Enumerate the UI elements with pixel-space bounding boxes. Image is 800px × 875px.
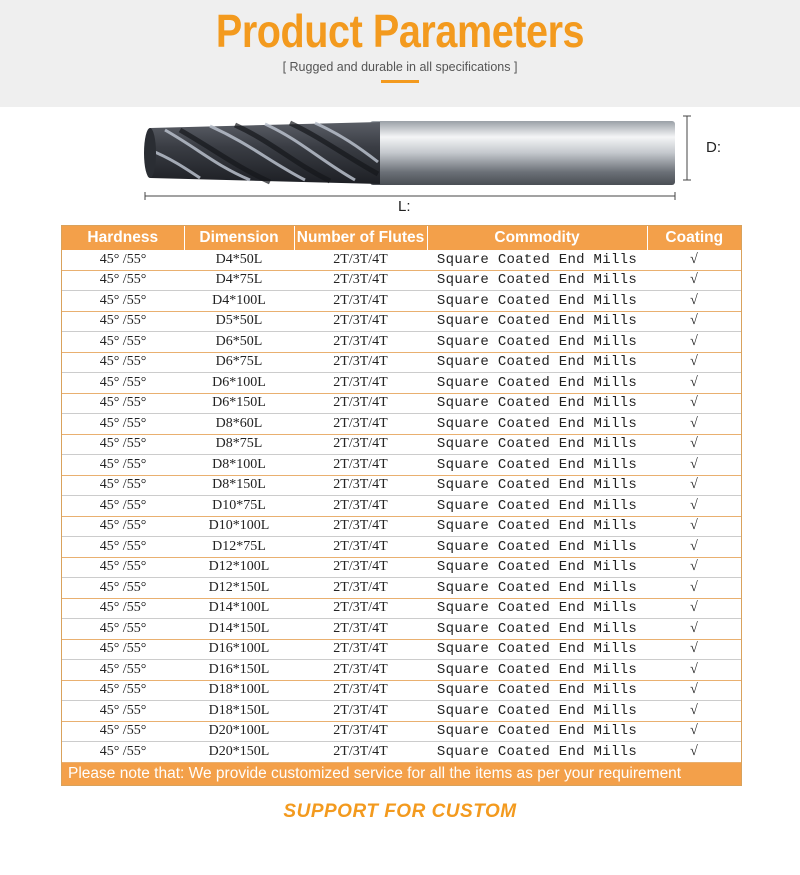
commodity-cell: Square Coated End Mills (427, 639, 647, 660)
commodity-cell: Square Coated End Mills (427, 270, 647, 291)
hardness-cell: 45° /55° (62, 557, 184, 578)
dimension-cell: D20*150L (184, 742, 294, 763)
coating-cell: √ (647, 639, 741, 660)
coating-cell: √ (647, 373, 741, 394)
dimension-cell: D10*100L (184, 516, 294, 537)
coating-cell: √ (647, 352, 741, 373)
dimension-cell: D8*75L (184, 434, 294, 455)
dimension-cell: D18*150L (184, 701, 294, 722)
coating-cell: √ (647, 598, 741, 619)
table-row (62, 680, 741, 701)
header-banner (0, 0, 800, 107)
hardness-cell: 45° /55° (62, 475, 184, 496)
table-row (62, 660, 741, 681)
title-underline (381, 80, 419, 83)
commodity-cell: Square Coated End Mills (427, 516, 647, 537)
hardness-cell: 45° /55° (62, 496, 184, 517)
commodity-cell: Square Coated End Mills (427, 598, 647, 619)
commodity-cell: Square Coated End Mills (427, 496, 647, 517)
hardness-cell: 45° /55° (62, 455, 184, 476)
commodity-cell: Square Coated End Mills (427, 352, 647, 373)
dimension-cell: D4*75L (184, 270, 294, 291)
flutes-cell: 2T/3T/4T (294, 680, 427, 701)
table-row (62, 455, 741, 476)
table-row (62, 291, 741, 312)
commodity-cell: Square Coated End Mills (427, 701, 647, 722)
dimension-cell: D18*100L (184, 680, 294, 701)
flutes-cell: 2T/3T/4T (294, 639, 427, 660)
commodity-cell: Square Coated End Mills (427, 250, 647, 270)
commodity-cell: Square Coated End Mills (427, 660, 647, 681)
commodity-cell: Square Coated End Mills (427, 680, 647, 701)
dimension-cell: D14*100L (184, 598, 294, 619)
dimension-cell: D4*100L (184, 291, 294, 312)
length-label: L: (398, 198, 411, 215)
hardness-cell: 45° /55° (62, 619, 184, 640)
flutes-cell: 2T/3T/4T (294, 721, 427, 742)
hardness-cell: 45° /55° (62, 639, 184, 660)
page-subtitle: [ Rugged and durable in all specifications ] (282, 60, 518, 74)
commodity-cell: Square Coated End Mills (427, 619, 647, 640)
hardness-cell: 45° /55° (62, 393, 184, 414)
table-row (62, 598, 741, 619)
table-row (62, 578, 741, 599)
dimension-cell: D8*100L (184, 455, 294, 476)
commodity-cell: Square Coated End Mills (427, 578, 647, 599)
table-row (62, 557, 741, 578)
flutes-cell: 2T/3T/4T (294, 701, 427, 722)
hardness-cell: 45° /55° (62, 598, 184, 619)
hardness-cell: 45° /55° (62, 516, 184, 537)
dimension-cell: D6*150L (184, 393, 294, 414)
flutes-cell: 2T/3T/4T (294, 332, 427, 353)
commodity-cell: Square Coated End Mills (427, 721, 647, 742)
dimension-cell: D4*50L (184, 250, 294, 270)
hardness-cell: 45° /55° (62, 434, 184, 455)
commodity-cell: Square Coated End Mills (427, 742, 647, 763)
hardness-cell: 45° /55° (62, 373, 184, 394)
hardness-cell: 45° /55° (62, 578, 184, 599)
dimension-cell: D6*50L (184, 332, 294, 353)
coating-cell: √ (647, 701, 741, 722)
table-header-row (62, 226, 741, 250)
commodity-cell: Square Coated End Mills (427, 332, 647, 353)
hardness-cell: 45° /55° (62, 414, 184, 435)
hardness-cell: 45° /55° (62, 291, 184, 312)
table-row (62, 434, 741, 455)
table-row (62, 516, 741, 537)
flutes-cell: 2T/3T/4T (294, 270, 427, 291)
hardness-cell: 45° /55° (62, 721, 184, 742)
flutes-cell: 2T/3T/4T (294, 311, 427, 332)
table-row (62, 721, 741, 742)
flutes-cell: 2T/3T/4T (294, 516, 427, 537)
commodity-cell: Square Coated End Mills (427, 291, 647, 312)
hardness-cell: 45° /55° (62, 250, 184, 270)
dimension-cell: D8*150L (184, 475, 294, 496)
flutes-cell: 2T/3T/4T (294, 475, 427, 496)
coating-cell: √ (647, 680, 741, 701)
hardness-cell: 45° /55° (62, 660, 184, 681)
table-row (62, 496, 741, 517)
hardness-cell: 45° /55° (62, 332, 184, 353)
coating-cell: √ (647, 475, 741, 496)
diameter-label: D: (706, 139, 721, 156)
commodity-cell: Square Coated End Mills (427, 537, 647, 558)
table-row (62, 639, 741, 660)
table-row (62, 373, 741, 394)
table-row (62, 742, 741, 763)
dimension-cell: D6*75L (184, 352, 294, 373)
dimension-cell: D5*50L (184, 311, 294, 332)
end-mill-diagram (0, 110, 800, 220)
shank (370, 121, 675, 185)
coating-cell: √ (647, 311, 741, 332)
table-row (62, 311, 741, 332)
coating-cell: √ (647, 516, 741, 537)
dimension-cell: D12*75L (184, 537, 294, 558)
dimension-cell: D6*100L (184, 373, 294, 394)
coating-cell: √ (647, 557, 741, 578)
dimension-cell: D16*100L (184, 639, 294, 660)
coating-cell: √ (647, 496, 741, 517)
flutes-cell: 2T/3T/4T (294, 557, 427, 578)
coating-cell: √ (647, 250, 741, 270)
commodity-cell: Square Coated End Mills (427, 455, 647, 476)
header-commodity: Commodity (427, 226, 647, 250)
hardness-cell: 45° /55° (62, 311, 184, 332)
hardness-cell: 45° /55° (62, 701, 184, 722)
dimension-cell: D8*60L (184, 414, 294, 435)
flutes-cell: 2T/3T/4T (294, 742, 427, 763)
table-row (62, 619, 741, 640)
commodity-cell: Square Coated End Mills (427, 393, 647, 414)
flutes-cell: 2T/3T/4T (294, 373, 427, 394)
coating-cell: √ (647, 455, 741, 476)
coating-cell: √ (647, 660, 741, 681)
hardness-cell: 45° /55° (62, 352, 184, 373)
header-coating: Coating (647, 226, 741, 250)
tool-tip (144, 128, 156, 178)
flutes-cell: 2T/3T/4T (294, 291, 427, 312)
flutes-cell: 2T/3T/4T (294, 598, 427, 619)
header-hardness: Hardness (62, 226, 184, 250)
commodity-cell: Square Coated End Mills (427, 311, 647, 332)
dimension-cell: D16*150L (184, 660, 294, 681)
commodity-cell: Square Coated End Mills (427, 557, 647, 578)
coating-cell: √ (647, 578, 741, 599)
coating-cell: √ (647, 332, 741, 353)
table-row (62, 270, 741, 291)
flutes-cell: 2T/3T/4T (294, 393, 427, 414)
dimension-cell: D20*100L (184, 721, 294, 742)
commodity-cell: Square Coated End Mills (427, 373, 647, 394)
dimension-cell: D12*150L (184, 578, 294, 599)
table-row (62, 352, 741, 373)
coating-cell: √ (647, 414, 741, 435)
flutes-cell: 2T/3T/4T (294, 455, 427, 476)
coating-cell: √ (647, 393, 741, 414)
hardness-cell: 45° /55° (62, 742, 184, 763)
coating-cell: √ (647, 270, 741, 291)
table-row (62, 250, 741, 270)
header-flutes: Number of Flutes (294, 226, 427, 250)
coating-cell: √ (647, 721, 741, 742)
hardness-cell: 45° /55° (62, 537, 184, 558)
flutes-cell: 2T/3T/4T (294, 619, 427, 640)
table-row (62, 475, 741, 496)
support-custom-banner: SUPPORT FOR CUSTOM (283, 801, 517, 822)
table-row (62, 393, 741, 414)
flutes-cell: 2T/3T/4T (294, 496, 427, 517)
hardness-cell: 45° /55° (62, 680, 184, 701)
coating-cell: √ (647, 434, 741, 455)
coating-cell: √ (647, 291, 741, 312)
table-row (62, 701, 741, 722)
flutes-cell: 2T/3T/4T (294, 434, 427, 455)
flutes-cell: 2T/3T/4T (294, 352, 427, 373)
dimension-cell: D12*100L (184, 557, 294, 578)
flutes-cell: 2T/3T/4T (294, 414, 427, 435)
flutes-cell: 2T/3T/4T (294, 660, 427, 681)
commodity-cell: Square Coated End Mills (427, 414, 647, 435)
flutes-cell: 2T/3T/4T (294, 250, 427, 270)
flutes-cell: 2T/3T/4T (294, 578, 427, 599)
parameters-table (61, 225, 742, 786)
table-row (62, 537, 741, 558)
table-row (62, 414, 741, 435)
page-title: Product Parameters (215, 5, 585, 57)
custom-service-note: Please note that: We provide customized service for all the items as per your requirement (62, 763, 741, 785)
table-row (62, 332, 741, 353)
dimension-cell: D14*150L (184, 619, 294, 640)
hardness-cell: 45° /55° (62, 270, 184, 291)
commodity-cell: Square Coated End Mills (427, 475, 647, 496)
coating-cell: √ (647, 742, 741, 763)
dimension-cell: D10*75L (184, 496, 294, 517)
header-dimension: Dimension (184, 226, 294, 250)
commodity-cell: Square Coated End Mills (427, 434, 647, 455)
coating-cell: √ (647, 537, 741, 558)
flutes-cell: 2T/3T/4T (294, 537, 427, 558)
coating-cell: √ (647, 619, 741, 640)
